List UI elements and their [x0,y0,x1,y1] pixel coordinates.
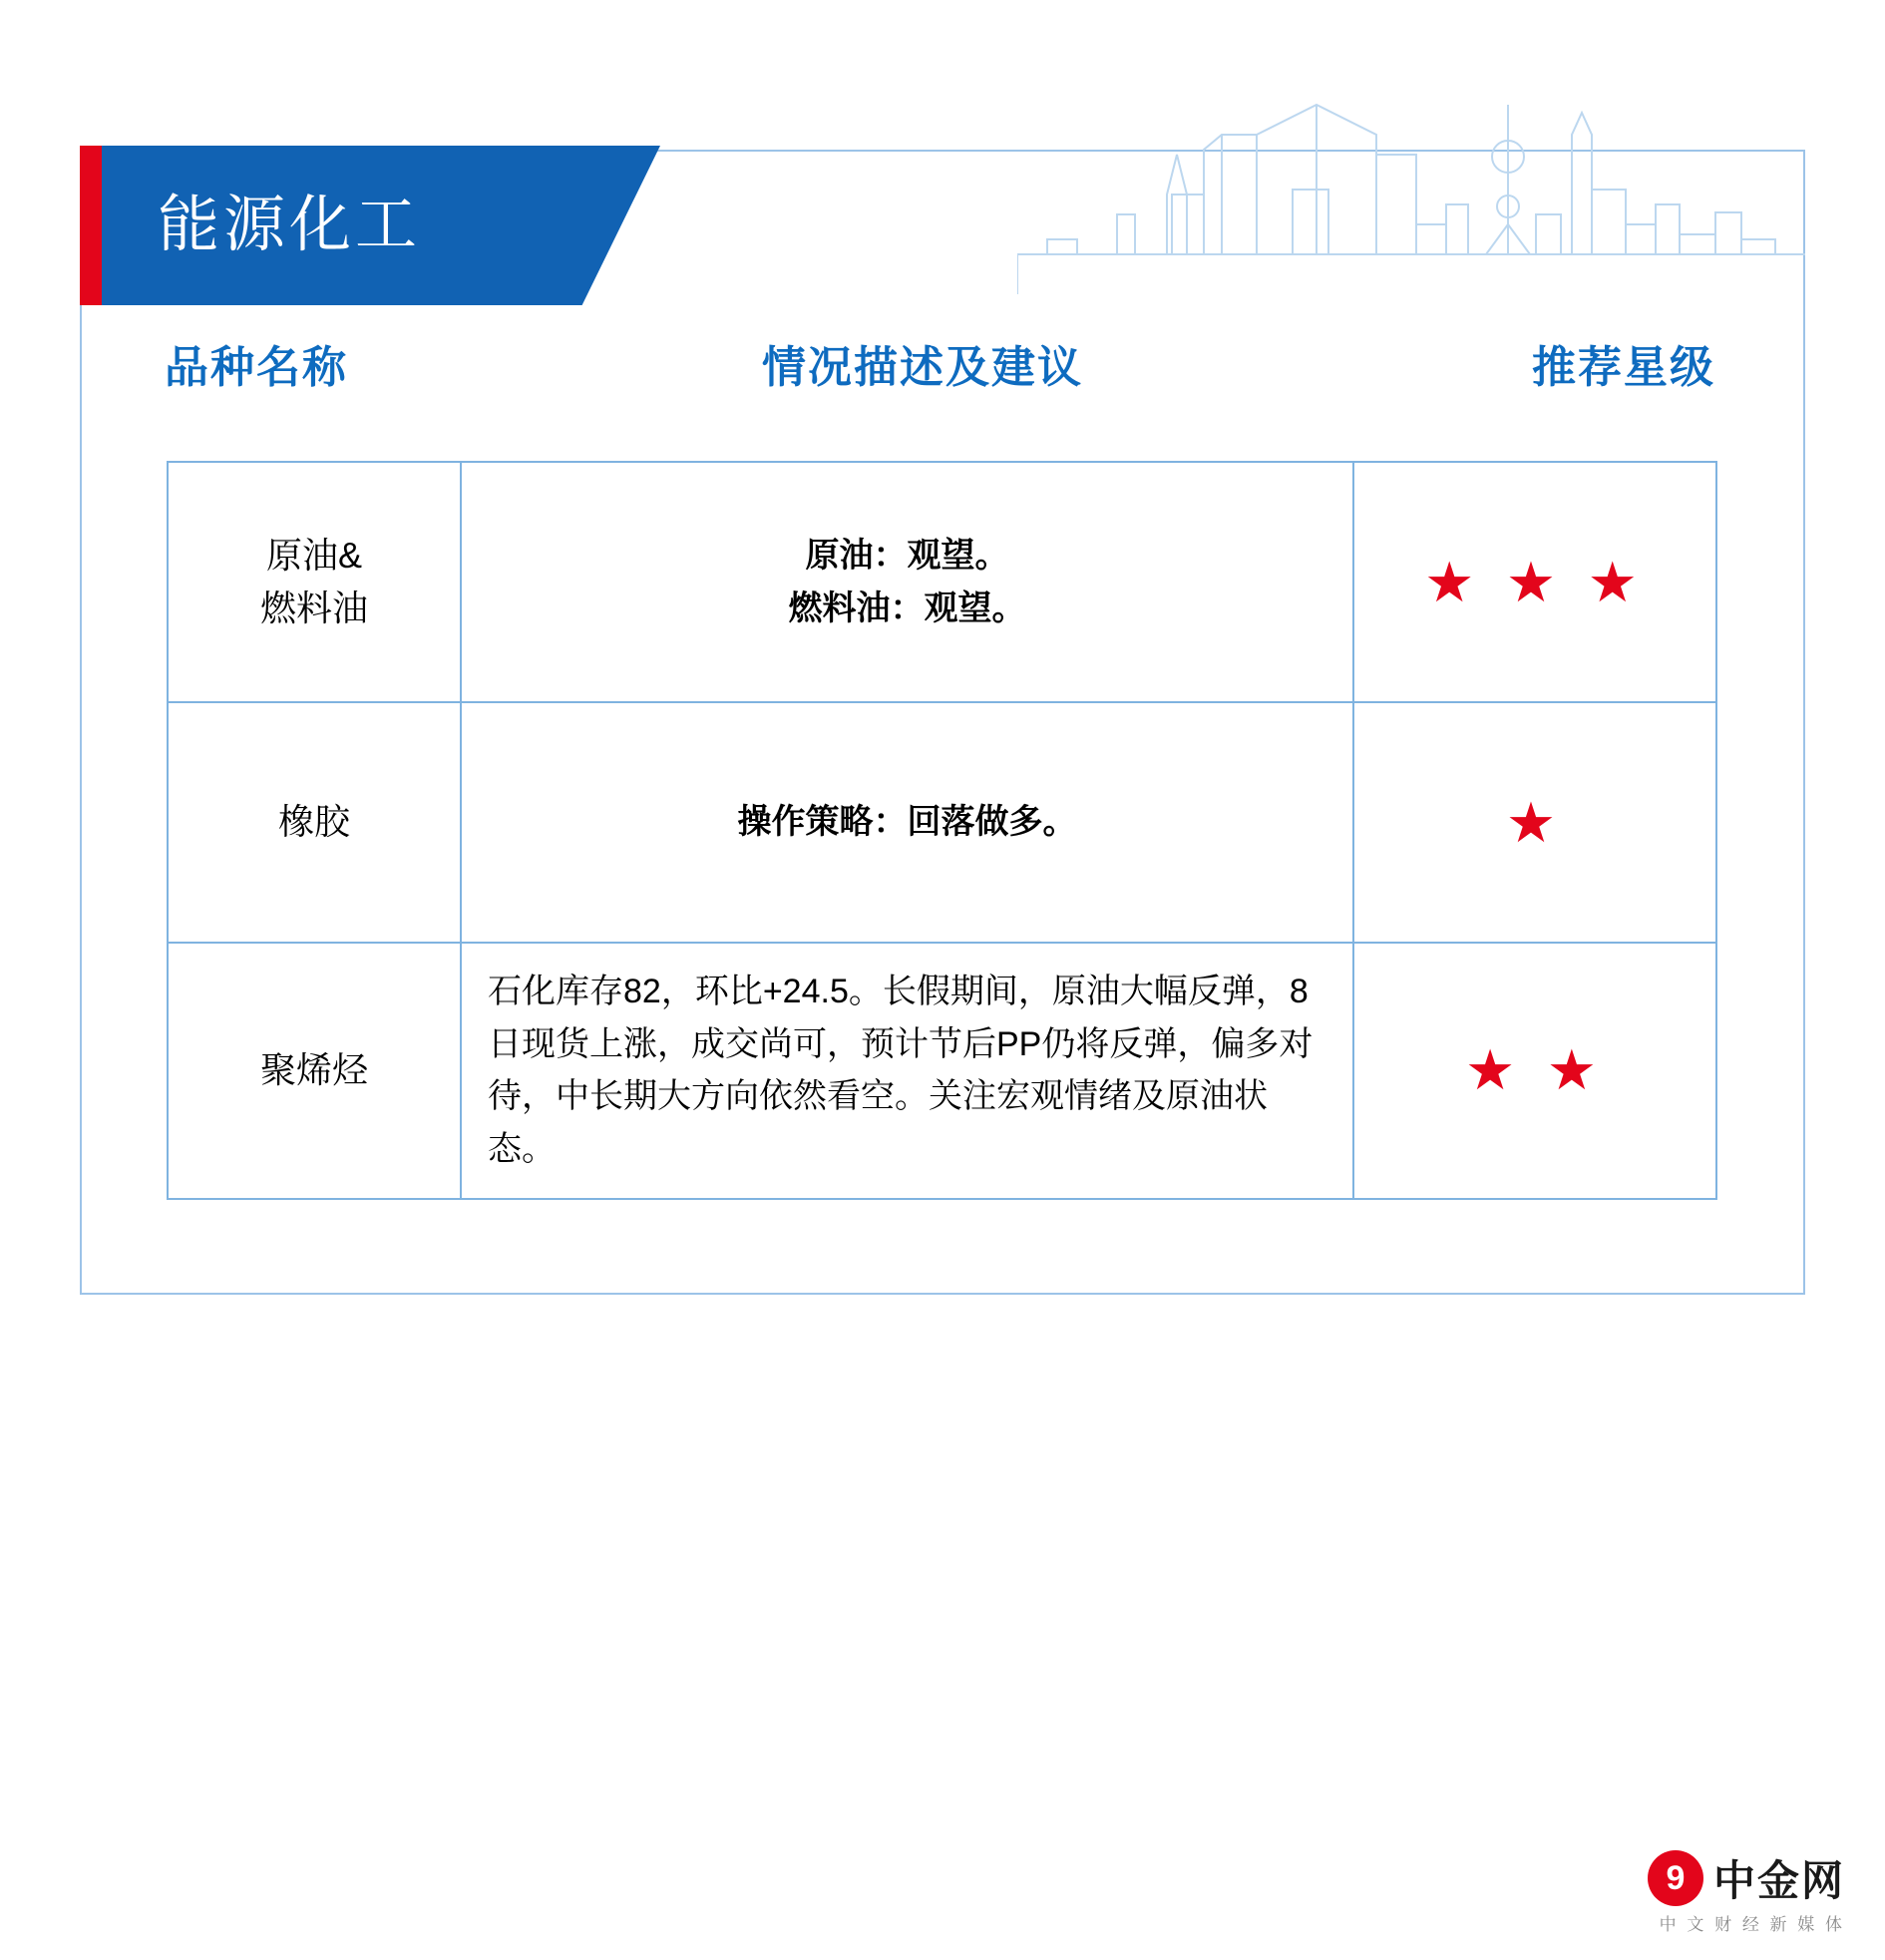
table-row [168,702,1716,943]
product-name-line-2: 燃料油 [259,587,368,628]
row-star-rating: ★ [1353,702,1716,943]
row-description: 石化库存82，环比+24.5。长假期间，原油大幅反弹，8日现货上涨，成交尚可，预计节后PP仍将反弹，偏多对待，中长期大方向依然看空。关注宏观情绪及原油状态。 [461,943,1353,1199]
row-product-name [168,462,461,702]
table-row [168,943,1716,1199]
logo-subtitle: 中 文 财 经 新 媒 体 [1659,1915,1845,1934]
page-title: 能源化工 [158,191,422,259]
description-line: 燃料油：观望。 [788,588,1026,627]
row-star-rating: ★ ★ ★ [1353,462,1716,702]
description-line: 操作策略：回落做多。 [737,803,1077,842]
recommendation-table [167,461,1717,1200]
section-banner [80,146,678,305]
table-header-row [82,331,1803,395]
product-name-line-1: 原油& [265,535,362,577]
logo-text: 中金网 [1712,1857,1845,1904]
table-row [168,462,1716,702]
column-header-description: 情况描述及建议 [762,343,1083,392]
row-product-name: 橡胶 [168,702,461,943]
content-card [80,150,1805,1295]
banner-red-accent [80,146,102,305]
row-product-name: 聚烯烃 [168,943,461,1199]
column-header-rating: 推荐星级 [1532,343,1715,392]
site-branding [1456,1848,1855,1938]
column-header-name: 品种名称 [165,343,348,392]
row-description [461,462,1353,702]
description-line: 原油：观望。 [805,536,1009,575]
row-description [461,702,1353,943]
logo-icon: 9 [1648,1850,1703,1906]
logo-row [1648,1848,1845,1908]
row-star-rating: ★ ★ [1353,943,1716,1199]
